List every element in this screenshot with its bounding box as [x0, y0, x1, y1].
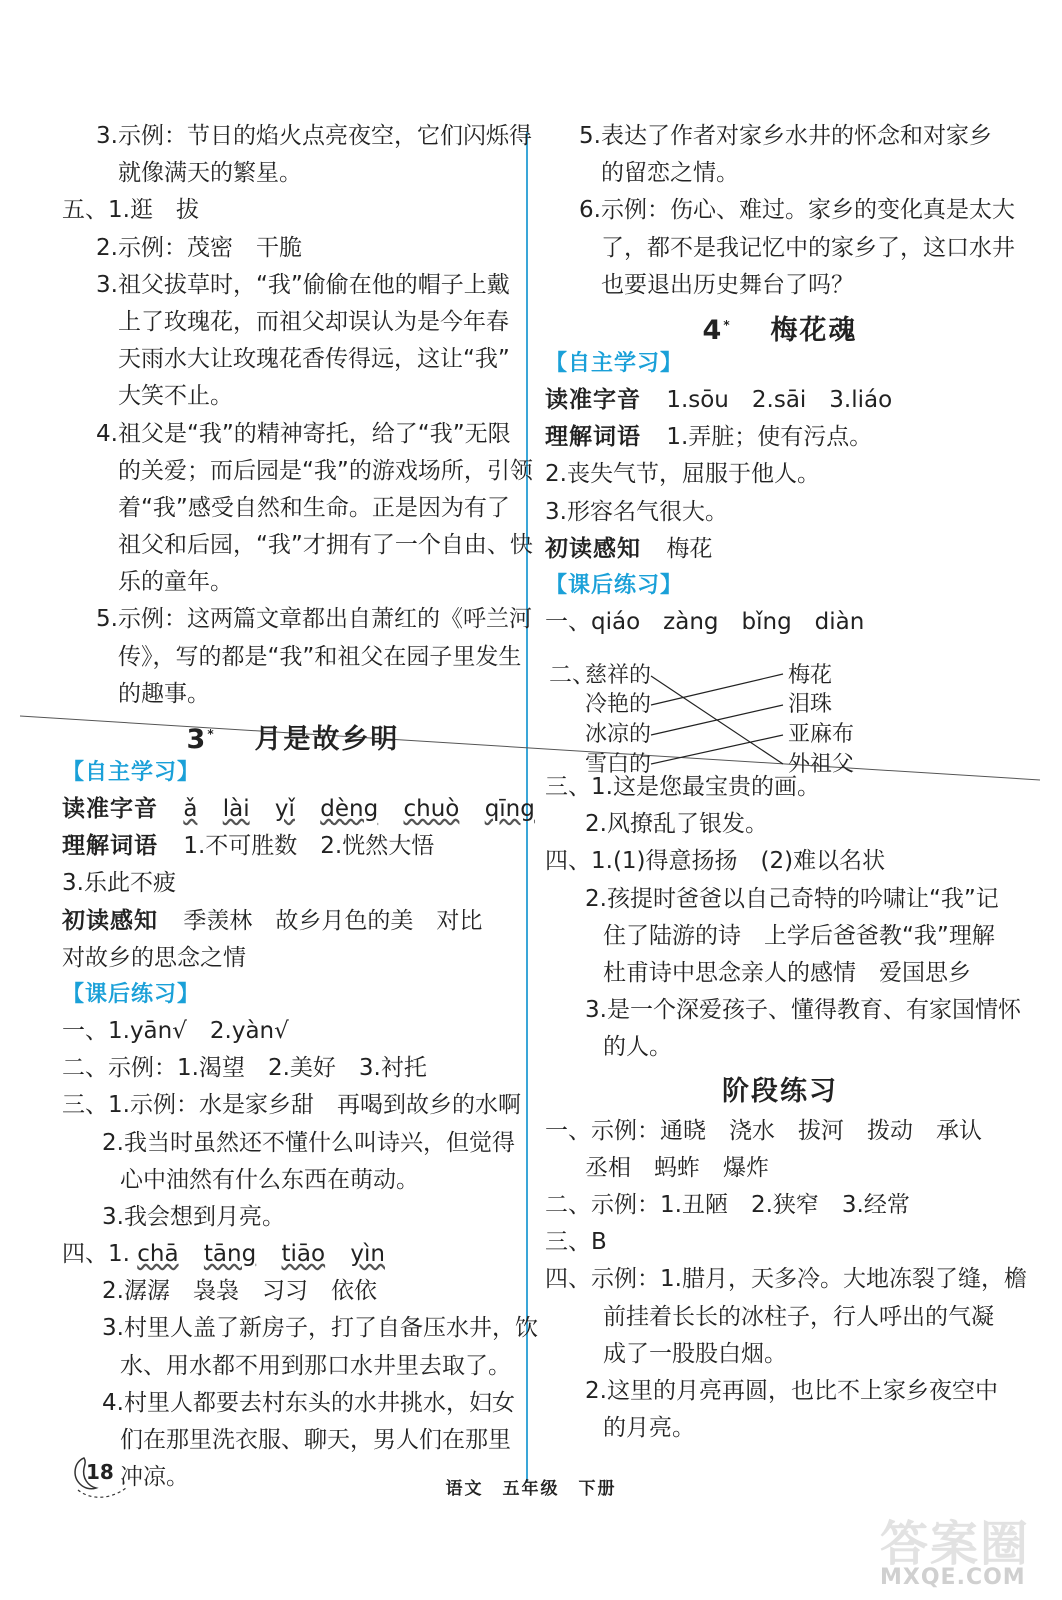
answer-text: 1.弄脏；使有污点。	[666, 424, 873, 451]
stage-title: 阶段练习	[722, 1075, 838, 1107]
answer-line: 就像满天的繁星。	[118, 160, 302, 187]
answer-line: 冲凉。	[120, 1464, 189, 1491]
match-right-item: 外祖父	[788, 752, 855, 777]
right-column	[545, 118, 1027, 1447]
pinyin-item: qīng	[484, 796, 535, 822]
answer-line: 2.风撩乱了银发。	[585, 811, 768, 838]
pinyin-item: yǐ	[274, 796, 295, 822]
answer-line	[545, 531, 1015, 568]
pinyin-line	[62, 791, 535, 828]
answer-line: 杜甫诗中思念亲人的感情 爱国思乡	[603, 960, 971, 986]
pinyin-item: chuò	[403, 796, 460, 822]
answer-line: 五、1.逛 拔	[62, 197, 199, 224]
match-right-item: 梅花	[788, 663, 833, 688]
answer-line: 4.祖父是“我”的精神寄托，给了“我”无限	[96, 420, 511, 447]
match-line	[651, 735, 783, 764]
answer-line: 们在那里洗衣服、聊天，男人们在那里	[120, 1427, 511, 1453]
matching-exercise	[545, 650, 865, 780]
answer-line: 一、示例：通晓 浇水 拔河 拨动 承认	[545, 1117, 982, 1144]
answer-line: 着“我”感受自然和生命。正是因为有了	[118, 494, 510, 521]
watermark-logo: 答案圈	[880, 1516, 1031, 1572]
match-right-item: 亚麻布	[788, 722, 855, 747]
answer-line: 3.村里人盖了新房子，打了自备压水井，饮	[102, 1315, 538, 1342]
match-prefix: 二、	[549, 662, 595, 688]
answer-line: 丞相 蚂蚱 爆炸	[585, 1154, 769, 1181]
section-tag: 【课后练习】	[545, 572, 684, 598]
lesson-title	[545, 304, 1015, 346]
answer-line: 一、1.yān√ 2.yàn√	[62, 1017, 289, 1044]
answer-line: 2.丧失气节，屈服于他人。	[545, 461, 820, 488]
answer-line	[545, 382, 1015, 419]
section-head: 读准字音	[545, 386, 641, 413]
lesson-title-text: 梅花魂	[770, 314, 858, 346]
answer-line	[62, 903, 524, 940]
answer-line: 的关爱；而后园是“我”的游戏场所，引领	[118, 457, 533, 484]
answer-line: 前挂着长长的冰柱子，行人呼出的气凝	[603, 1303, 994, 1330]
answer-text: 梅花	[666, 535, 713, 562]
pinyin-item: ǎ	[183, 796, 198, 822]
answer-line: 的人。	[603, 1034, 672, 1061]
answer-line: 2.示例：茂密 干脆	[96, 234, 302, 261]
section-tag: 【自主学习】	[62, 760, 201, 785]
answer-line: 大笑不止。	[118, 383, 233, 410]
lesson-title	[62, 713, 524, 755]
answer-line: 三、1.示例：水是家乡甜 再喝到故乡的水啊	[62, 1092, 521, 1119]
section-tag: 【自主学习】	[545, 350, 684, 376]
answer-line: 心中油然有什么东西在萌动。	[120, 1166, 419, 1193]
lesson-title-text: 月是故乡明	[254, 724, 400, 755]
answer-line: 成了一股股白烟。	[603, 1340, 787, 1367]
answer-line: 水、用水都不用到那口水井里去取了。	[120, 1352, 511, 1379]
answer-line: 三、1.这是您最宝贵的画。	[545, 774, 820, 801]
answer-line	[545, 419, 1015, 456]
answer-line: 二、示例：1.丑陋 2.狭窄 3.经常	[545, 1191, 910, 1218]
answer-line: 住了陆游的诗 上学后爸爸教“我”理解	[603, 922, 995, 949]
pinyin-item: dèng	[320, 796, 379, 822]
page-number: 18	[86, 1460, 114, 1484]
answer-line: 三、B	[545, 1229, 607, 1256]
answer-line: 的月亮。	[603, 1415, 695, 1442]
match-right-item: 泪珠	[788, 692, 833, 717]
pinyin-item: lài	[222, 796, 250, 822]
answer-line: 一、qiáo zàng bǐng diàn	[545, 608, 865, 635]
section-head: 初读感知	[545, 535, 641, 562]
pinyin-item: chā	[137, 1241, 179, 1268]
answer-line: 天雨水大让玫瑰花香传得远，这让“我”	[118, 346, 510, 373]
lesson-star: *	[207, 727, 216, 741]
section-head: 读准字音	[62, 796, 158, 822]
pinyin-item: yìn	[350, 1241, 385, 1268]
section-head: 理解词语	[62, 833, 158, 860]
answer-line: 5.示例：这两篇文章都出自萧红的《呼兰河	[96, 606, 532, 633]
match-left-item: 冷艳的	[585, 692, 652, 717]
answer-line: 祖父和后园，“我”才拥有了一个自由、快	[118, 532, 533, 559]
answer-line: 的留恋之情。	[601, 160, 739, 187]
answer-text: 季羡林 故乡月色的美 对比	[183, 907, 483, 934]
footer-text: 语文 五年级 下册	[445, 1479, 617, 1499]
match-left-item: 雪白的	[585, 752, 652, 777]
lesson-star: *	[723, 317, 732, 332]
pinyin-item: tiāo	[281, 1241, 326, 1268]
match-line	[651, 705, 783, 735]
lesson-number: 3	[186, 724, 208, 755]
answer-line: 3.是一个深爱孩子、懂得教育、有家国情怀	[585, 997, 1021, 1024]
answer-line: 也要退出历史舞台了吗？	[601, 271, 854, 298]
answer-line: 了，都不是我记忆中的家乡了，这口水井	[601, 234, 1015, 261]
answer-line: 四、示例：1.腊月，天多冷。大地冻裂了缝，檐	[545, 1266, 1027, 1293]
answer-text: 四、1.	[62, 1241, 130, 1268]
answer-line: 二、示例：1.渴望 2.美好 3.衬托	[62, 1055, 427, 1082]
section-head: 初读感知	[62, 907, 158, 934]
answer-line: 3.祖父拔草时，“我”偷偷在他的帽子上戴	[96, 271, 510, 298]
answer-line: 5.表达了作者对家乡水井的怀念和对家乡	[579, 123, 992, 149]
lesson-number: 4	[702, 314, 724, 346]
left-column	[62, 118, 538, 1496]
answer-line: 3.乐此不疲	[62, 870, 176, 897]
answer-line: 3.示例：节日的焰火点亮夜空，它们闪烁得	[96, 123, 532, 149]
answer-line: 2.这里的月亮再圆，也比不上家乡夜空中	[585, 1377, 998, 1404]
answer-line: 3.我会想到月亮。	[102, 1203, 285, 1230]
watermark-url: MXQE.COM	[880, 1565, 1026, 1590]
answer-line: 乐的童年。	[118, 569, 233, 596]
answer-text: 1.不可胜数 2.恍然大悟	[183, 833, 435, 860]
answer-line	[62, 828, 524, 865]
answer-line: 3.形容名气很大。	[545, 498, 728, 525]
pinyin-line	[62, 1236, 524, 1273]
answer-line: 上了玫瑰花，而祖父却误认为是今年春	[118, 308, 509, 335]
answer-line: 2.孩提时爸爸以自己奇特的吟啸让“我”记	[585, 885, 999, 912]
answer-line: 4.村里人都要去村东头的水井挑水，妇女	[102, 1389, 515, 1416]
answer-line: 传》，写的都是“我”和祖父在园子里发生	[118, 643, 522, 670]
pinyin-item: tāng	[203, 1241, 257, 1268]
match-left-item: 慈祥的	[585, 663, 652, 688]
answer-line: 四、1.(1)得意扬扬 (2)难以名状	[545, 848, 886, 875]
answer-text: 1.sōu 2.sāi 3.liáo	[666, 386, 893, 413]
answer-line: 6.示例：伤心、难过。家乡的变化真是太大	[579, 197, 1015, 224]
answer-line: 2.我当时虽然还不懂什么叫诗兴，但觉得	[102, 1129, 515, 1156]
answer-line: 的趣事。	[118, 680, 210, 707]
match-left-item: 冰凉的	[585, 722, 652, 747]
answer-line: 2.潺潺 袅袅 习习 依依	[102, 1278, 377, 1305]
answer-line: 对故乡的思念之情	[62, 944, 246, 971]
section-head: 理解词语	[545, 424, 641, 451]
section-tag: 【课后练习】	[62, 981, 201, 1007]
